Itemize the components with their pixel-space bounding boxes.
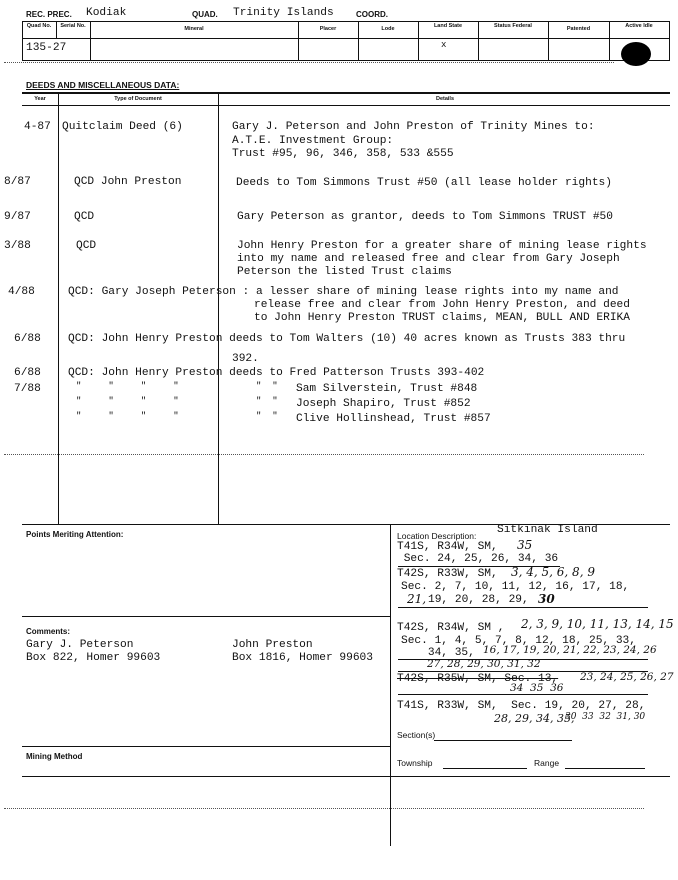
deed-type: Quitclaim Deed (6) [62,121,183,133]
points-label: Points Meriting Attention: [26,530,124,539]
mining-method-label: Mining Method [26,752,83,761]
deed-year: 4/88 [8,286,35,298]
deed-detail: release free and clear from John Henry Preston, and deed [254,299,630,311]
deeds-section-title: DEEDS AND MISCELLANEOUS DATA: [26,80,180,90]
deed-detail: Joseph Shapiro, Trust #852 [296,398,471,410]
land-state-mark: x [441,40,447,50]
comment-right: John Preston [232,639,313,651]
deed-line: QCD: John Henry Preston deeds to Tom Walters (10) 40 acres known as Trusts 383 thru [68,333,626,345]
deed-line: QCD: John Henry Preston deeds to Fred Patterson Trusts 393-402 [68,367,485,379]
location-hand: 21, [407,592,427,606]
deed-year: 3/88 [4,240,31,252]
deed-detail: to John Henry Preston TRUST claims, MEAN, BULL AND ERIKA [254,312,630,324]
location-hand: 23, 24, 25, 26, 27 [580,671,674,683]
deed-detail: John Henry Preston for a greater share of mining lease rights [237,240,647,252]
comment-right: Box 1816, Homer 99603 [232,652,373,664]
location-line: Sec. 2, 7, 10, 11, 12, 16, 17, 18, [401,581,630,593]
location-hand: 30 33 32 31, 30 [565,712,646,722]
ditto-marks: " " " " [76,411,179,421]
location-line-struck: T42S, R35W, SM, Sec. 13, [397,673,559,685]
deed-year: 6/88 [14,333,41,345]
col-patented: Patented [566,26,591,32]
col-quad-no: Quad No. [26,23,52,29]
deed-detail: A.T.E. Investment Group: [232,135,394,147]
deed-line: QCD: Gary Joseph Peterson : a lesser share of mining lease rights into my name and [68,286,619,298]
range-label: Range [534,758,560,768]
deed-type: QCD [76,240,97,252]
location-place: Sitkinak Island [497,524,598,536]
deed-year: 8/87 [4,176,31,188]
location-line: Sec. 24, 25, 26, 34, 36 [397,553,559,565]
ditto-marks: " " [256,411,278,421]
deed-type: QCD John Preston [74,176,182,188]
col-serial-no: Serial No. [60,23,86,29]
quad-label: QUAD. [192,10,218,19]
col-lode: Lode [381,26,395,32]
deed-detail: 392. [232,353,259,365]
col-year: Year [34,96,46,102]
ditto-marks: " " [256,396,278,406]
location-hand: 16, 17, 19, 20, 21, 22, 23, 24, 26 [483,644,657,656]
location-label: Location Description: [397,531,477,541]
deed-detail: Gary J. Peterson and John Preston of Trinity Mines to: [232,121,595,133]
location-line: 19, 20, 28, 29, [428,594,529,606]
col-details: Details [435,96,455,102]
location-hand: 3, 4, 5, 6, 8, 9 [511,565,595,579]
location-hand: 2, 3, 9, 10, 11, 13, 14, 15 [521,617,674,631]
comments-label: Comments: [26,627,71,636]
ditto-marks: " " " " [76,396,179,406]
deed-detail: Deeds to Tom Simmons Trust #50 (all lease holder rights) [236,177,612,189]
location-hand: 28, 29, 34, 35, [494,712,575,725]
col-active-idle: Active Idle [625,23,653,29]
rec-prec-label: REC. PREC. [26,10,72,19]
location-hand: 34 35 36 [510,682,564,694]
col-land-state: Land State [433,23,463,29]
ditto-marks: " " " " [76,381,179,391]
coord-label: COORD. [356,10,388,19]
deed-year: 4-87 [24,121,51,133]
comment-left: Box 822, Homer 99603 [26,652,161,664]
col-placer: Placer [319,26,337,32]
location-line: T42S, R34W, SM , [397,622,505,634]
deed-year: 9/87 [4,211,31,223]
quad-no-value: 135-27 [26,42,67,54]
ditto-marks: " " [256,381,278,391]
location-hand: 27, 28, 29, 30, 31, 32 [427,658,541,670]
deed-type: QCD [74,211,95,223]
quad-value: Trinity Islands [233,7,334,19]
col-type: Type of Document [114,96,162,102]
deed-detail: into my name and released free and clear from Gary Joseph [237,253,620,265]
comment-left: Gary J. Peterson [26,639,134,651]
location-line: T42S, R33W, SM, [397,568,498,580]
township-label: Township [397,758,433,768]
col-mineral: Mineral [184,26,204,32]
deed-detail: Peterson the listed Trust claims [237,266,452,278]
deed-year: 6/88 [14,367,41,379]
deed-detail: Gary Peterson as grantor, deeds to Tom Simmons TRUST #50 [237,211,613,223]
deed-detail: Sam Silverstein, Trust #848 [296,383,478,395]
deed-detail: Clive Hollinshead, Trust #857 [296,413,491,425]
rec-prec-value: Kodiak [86,7,127,19]
location-hand: 30 [538,592,555,606]
location-line: T41S, R34W, SM, [397,541,498,553]
location-line: 34, 35, [401,647,475,659]
location-line: Sec. 1, 4, 5, 7, 8, 12, 18, 25, 33, [401,635,636,647]
col-status-federal: Status Federal [494,23,532,29]
active-status-dot [621,42,651,66]
deed-detail: Trust #95, 96, 346, 358, 533 &555 [232,148,454,160]
deed-year: 7/88 [14,383,41,395]
sections-label: Section(s) [397,730,436,740]
location-hand: 35 [517,538,533,552]
location-line: T41S, R33W, SM, Sec. 19, 20, 27, 28, [397,700,646,712]
